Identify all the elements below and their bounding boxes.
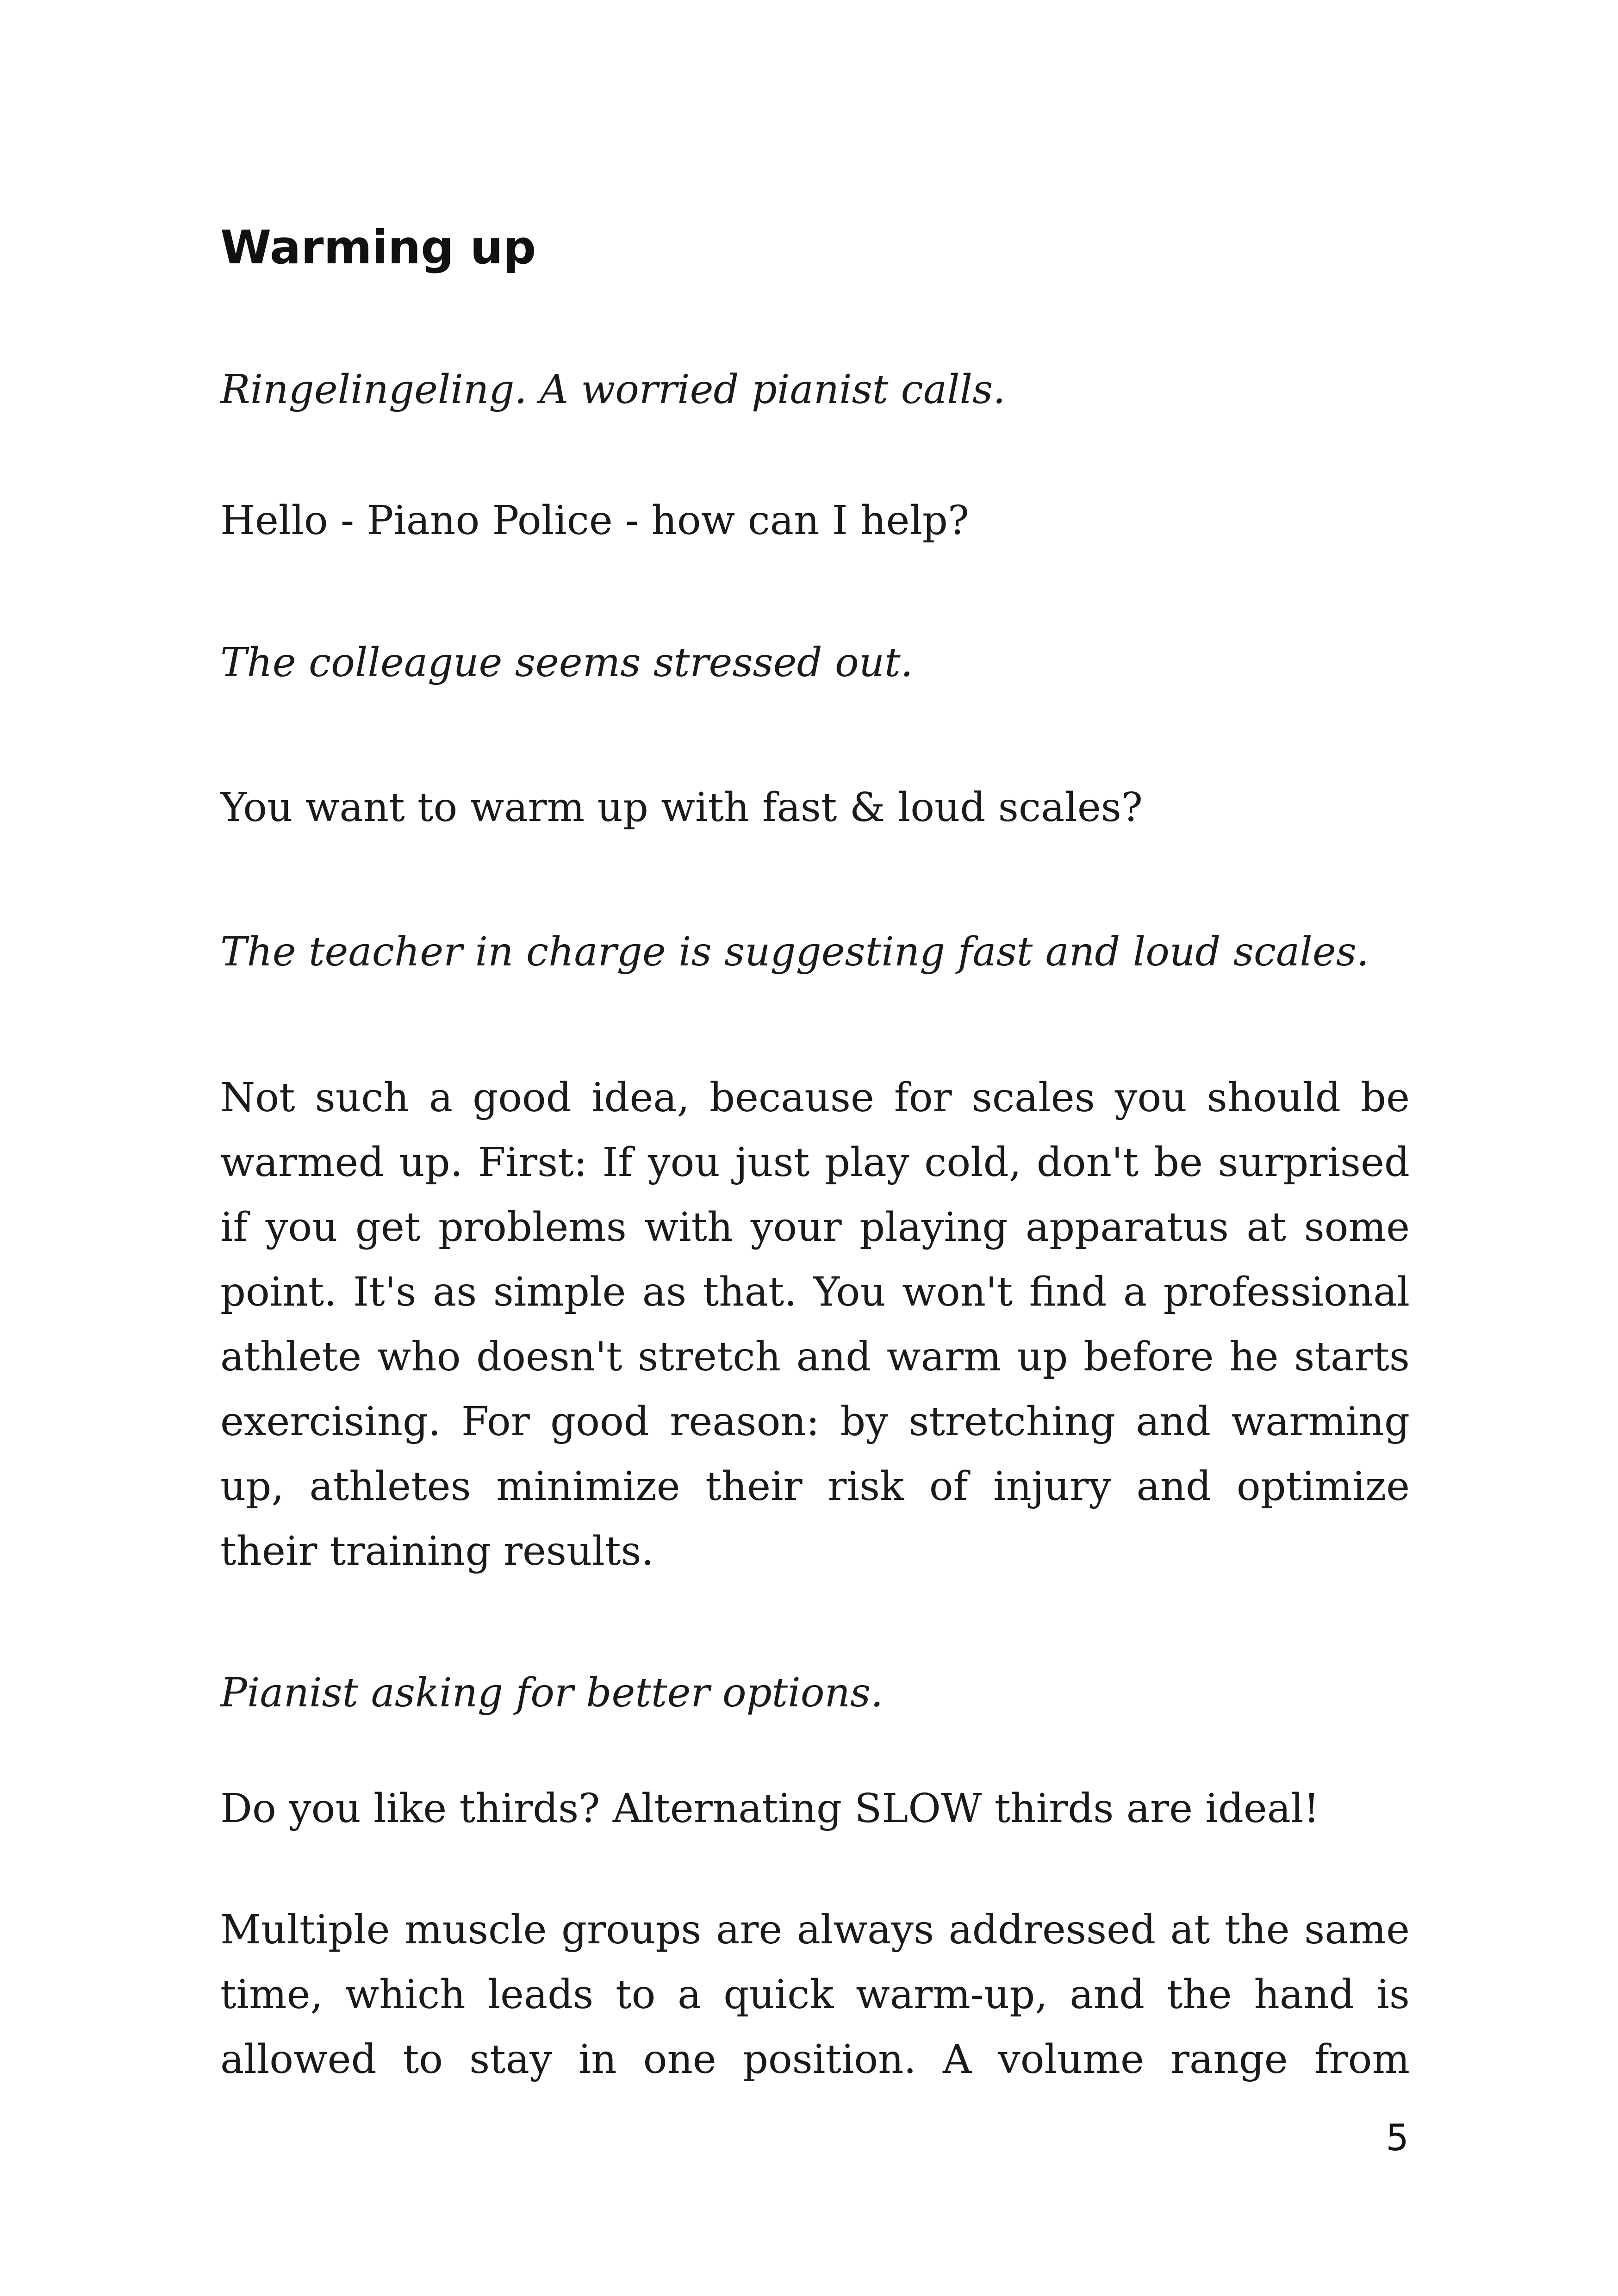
body-paragraph-muscle-groups: Multiple muscle groups are always addressed at the same time, which leads to a quick warm-up, and the hand is allowed to stay in one position. A volume range from bbox=[220, 1907, 1410, 2083]
page-number: 5 bbox=[1386, 2117, 1409, 2159]
body-paragraph-scales: Not such a good idea, because for scales you should be warmed up. First: If you just play cold, don't be surprised if you get problems with your playing apparatus at some point. It's as simple as that. You won't find a professional athlete who doesn't stretch and warm up before he starts exercising. For good reason: by stretching and warming up, athletes minimize their risk of injury and optimize their training results. bbox=[220, 1075, 1410, 1574]
narration-better-options: Pianist asking for better options. bbox=[220, 1670, 884, 1716]
narration-ringelingeling: Ringelingeling. A worried pianist calls. bbox=[220, 367, 1006, 413]
narration-colleague: The colleague seems stressed out. bbox=[220, 640, 914, 686]
dialogue-warm-up-question: You want to warm up with fast & loud scales? bbox=[220, 784, 1143, 831]
dialogue-thirds: Do you like thirds? Alternating SLOW thirds are ideal! bbox=[220, 1786, 1320, 1832]
dialogue-hello: Hello - Piano Police - how can I help? bbox=[220, 498, 970, 544]
chapter-heading: Warming up bbox=[220, 220, 536, 274]
narration-teacher: The teacher in charge is suggesting fast and loud scales. bbox=[220, 929, 1369, 975]
